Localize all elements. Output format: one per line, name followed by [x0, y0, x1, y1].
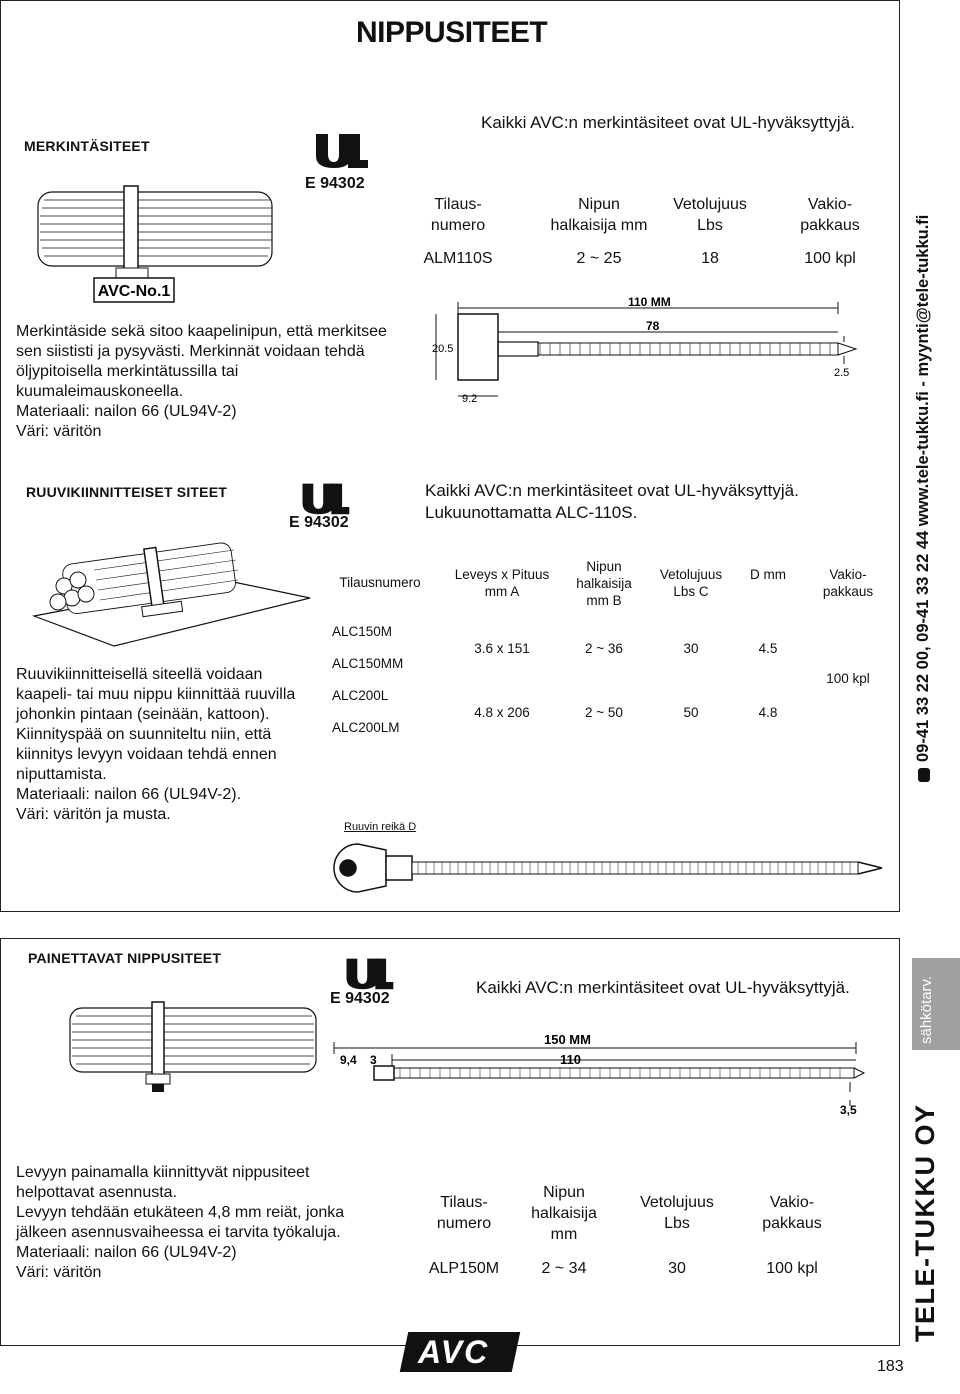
painettavat-ul-code: E 94302 — [330, 990, 390, 1007]
table-header: Tilaus- numero — [430, 196, 486, 234]
hole-label: Ruuvin reikä D — [344, 821, 417, 833]
table-header: Vakio- pakkaus — [762, 1194, 822, 1232]
dim-total: 110 MM — [628, 295, 671, 309]
painettavat-description: Levyyn painamalla kiinnittyvät nippusiteet helpottavat asennusta. Levyyn tehdään etukäteen 4,8 mm reiät, jonka jälkeen asennusvaiheessa ei tarvita työkaluja. Materiaali: nailon 66 (UL94V-2) Väri: väritön — [16, 1164, 345, 1281]
table-cell: 4.8 — [758, 705, 778, 720]
table-cell: 100 kpl — [804, 250, 856, 267]
table-header: D mm — [750, 567, 786, 582]
painettavat-heading: PAINETTAVAT NIPPUSITEET — [28, 950, 222, 966]
table-cell: 18 — [701, 250, 719, 267]
table-cell: 30 — [683, 641, 699, 656]
dim-thickness: 3,5 — [840, 1103, 857, 1117]
ruuvi-ul-code: E 94302 — [289, 514, 349, 531]
table-header: Vetolujuus Lbs — [673, 196, 747, 234]
table-cell: ALC200LM — [332, 720, 400, 735]
table-header: Vetolujuus Lbs C — [659, 567, 723, 599]
dim-width: 9.2 — [462, 393, 478, 405]
merkinta-table — [410, 194, 890, 274]
merkinta-ul-code: E 94302 — [305, 175, 365, 192]
table-cell: ALP150M — [428, 1260, 500, 1277]
page-title: NIPPUSITEET — [356, 16, 548, 49]
table-header: Tilaus- numero — [436, 1194, 492, 1232]
dim-pin: 3 — [370, 1053, 377, 1067]
painettavat-table — [410, 1180, 850, 1290]
dim-inner: 110 — [560, 1052, 581, 1067]
table-cell: 100 kpl — [766, 1260, 818, 1277]
table-cell: 2 ~ 36 — [585, 641, 623, 656]
side-tab-label: sähkötarv. — [918, 975, 935, 1044]
table-cell: 2 ~ 25 — [576, 250, 622, 267]
table-header: Vetolujuus Lbs — [640, 1194, 714, 1232]
screw-tie-drawing — [322, 836, 888, 900]
table-cell: ALC150M — [332, 624, 393, 639]
table-header: Nipun halkaisija mm B — [576, 559, 632, 608]
side-contact-info: 09-41 33 22 00, 09-41 33 22 44 www.tele-tukku.fi - myynti@tele-tukku.fi — [914, 215, 933, 782]
merkinta-ul-note: Kaikki AVC:n merkintäsiteet ovat UL-hyväksyttyjä. — [481, 113, 855, 132]
ruuvi-note: Kaikki AVC:n merkintäsiteet ovat UL-hyväksyttyjä. Lukuunottamatta ALC-110S. — [425, 481, 799, 522]
merkinta-heading: MERKINTÄSITEET — [24, 138, 150, 154]
table-cell: 30 — [668, 1260, 686, 1277]
dim-height: 20.5 — [432, 343, 454, 355]
page-number: 183 — [877, 1358, 904, 1375]
ul-logo-icon — [298, 480, 352, 516]
table-header: Vakio- pakkaus — [800, 196, 860, 234]
push-mount-tie-image — [62, 990, 322, 1100]
table-cell: 100 kpl — [826, 671, 870, 686]
dim-head: 9,4 — [340, 1053, 357, 1067]
table-cell: 4.8 x 206 — [474, 705, 530, 720]
table-cell: 2 ~ 34 — [541, 1260, 587, 1277]
ruuvi-table — [330, 556, 890, 746]
painettavat-ul-note: Kaikki AVC:n merkintäsiteet ovat UL-hyväksyttyjä. — [476, 978, 850, 997]
table-cell: ALM110S — [423, 250, 493, 267]
dim-thickness: 2.5 — [834, 367, 850, 379]
push-tie-dimension-drawing — [330, 1030, 870, 1118]
table-cell: 2 ~ 50 — [585, 705, 623, 720]
avc-logo-text: AVC — [418, 1334, 490, 1370]
table-header: Vakio- pakkaus — [822, 567, 874, 599]
marker-tie-dimension-drawing — [428, 292, 868, 410]
ruuvi-heading: RUUVIKIINNITTEISET SITEET — [26, 484, 228, 500]
dim-total: 150 MM — [544, 1032, 591, 1047]
screw-tie-bundle-image — [24, 528, 314, 656]
marker-tie-bundle-image — [30, 170, 280, 310]
dim-inner: 78 — [646, 319, 660, 333]
ul-logo-icon — [342, 955, 396, 991]
table-header: Leveys x Pituus mm A — [454, 567, 550, 599]
side-brand: TELE-TUKKU OY — [910, 1103, 940, 1342]
merkinta-description: Merkintäside sekä sitoo kaapelinipun, että merkitsee sen siististi ja pysyvästi. Merkinnät voidaan tehdä öljypitoisella merkintätussilla tai kuumaleimauskoneella. Materiaali: nailon 66 (UL94V-2) Väri: väritön — [16, 323, 387, 440]
table-header: Tilausnumero — [339, 575, 421, 590]
table-cell: 4.5 — [758, 641, 778, 656]
marker-tag-text: AVC-No.1 — [97, 283, 171, 300]
ruuvi-description: Ruuvikiinnitteisellä siteellä voidaan kaapeli- tai muu nippu kiinnittää ruuvilla johonkin pintaan (seinään, kattoon). Kiinnityspää on suunniteltu niin, että kiinnitys levyyn voidaan tehdä ennen niputtamista. Materiaali: nailon 66 (UL94V-2). Väri: väritön ja musta. — [16, 666, 296, 823]
ul-logo-icon — [312, 130, 370, 170]
table-cell: ALC150MM — [332, 656, 404, 671]
table-cell: 50 — [683, 705, 699, 720]
table-header: Nipun halkaisija mm — [531, 1184, 597, 1243]
table-cell: 3.6 x 151 — [474, 641, 530, 656]
table-header: Nipun halkaisija mm — [550, 196, 648, 234]
table-cell: ALC200L — [332, 688, 389, 703]
phone-icon — [918, 768, 930, 782]
